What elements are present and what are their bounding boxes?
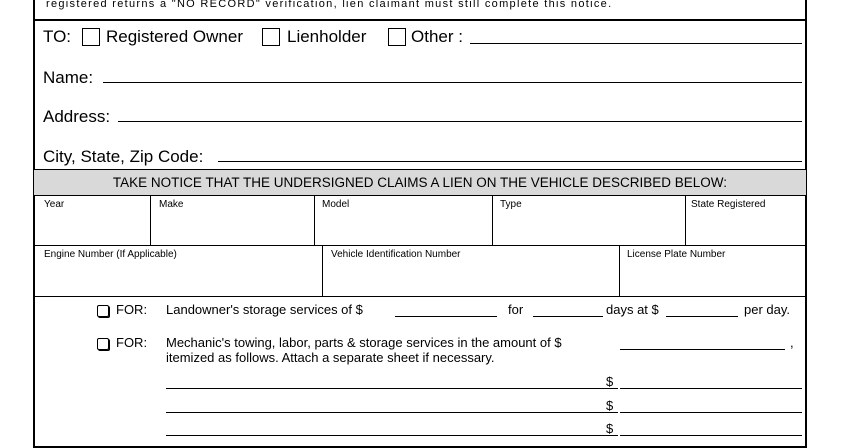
- type-label: Type: [500, 199, 522, 210]
- other-input-line[interactable]: [470, 43, 802, 44]
- cell-divider: [685, 196, 686, 245]
- storage-days-at-text: days at $: [606, 302, 659, 317]
- city-state-zip-input-line[interactable]: [218, 161, 802, 162]
- address-label: Address:: [43, 107, 111, 126]
- city-state-zip-label: City, State, Zip Code:: [43, 147, 204, 166]
- mechanic-comma: ,: [790, 335, 794, 350]
- divider: [33, 19, 807, 21]
- intro-text: registered returns a "NO RECORD" verification, lien claimant must still complete this notice.: [46, 0, 613, 10]
- item-description-line[interactable]: [166, 412, 618, 413]
- cell-divider: [150, 196, 151, 245]
- mechanic-text: Mechanic's towing, labor, parts & storage services in the amount of $: [166, 335, 562, 350]
- dollar-sign: $: [606, 374, 614, 389]
- make-label: Make: [159, 199, 184, 210]
- notice-banner-text: TAKE NOTICE THAT THE UNDERSIGNED CLAIMS A LIEN ON THE VEHICLE DESCRIBED BELOW:: [112, 175, 728, 190]
- name-input-line[interactable]: [103, 82, 802, 83]
- cell-divider: [619, 246, 620, 296]
- other-label: Other :: [411, 27, 463, 46]
- registered-owner-label: Registered Owner: [106, 27, 244, 46]
- name-label: Name:: [43, 68, 94, 87]
- dollar-sign: $: [606, 421, 614, 436]
- engine-number-label: Engine Number (If Applicable): [44, 249, 177, 260]
- mechanic-amount-line[interactable]: [620, 349, 785, 350]
- registered-owner-checkbox[interactable]: [82, 28, 100, 46]
- for-label: FOR:: [116, 302, 148, 317]
- to-label: TO:: [43, 27, 72, 46]
- mechanic-checkbox[interactable]: [97, 338, 109, 350]
- storage-rate-line[interactable]: [666, 316, 738, 317]
- item-amount-line[interactable]: [620, 412, 802, 413]
- address-input-line[interactable]: [118, 121, 802, 122]
- storage-text: Landowner's storage services of $: [166, 302, 363, 317]
- lienholder-checkbox[interactable]: [262, 28, 280, 46]
- state-registered-label: State Registered: [691, 199, 766, 210]
- storage-amount-line[interactable]: [395, 316, 497, 317]
- model-label: Model: [322, 199, 350, 210]
- year-label: Year: [44, 199, 65, 210]
- mechanic-itemized-text: itemized as follows. Attach a separate sheet if necessary.: [166, 350, 495, 365]
- item-description-line[interactable]: [166, 388, 618, 389]
- license-plate-label: License Plate Number: [627, 249, 726, 260]
- storage-per-day-text: per day.: [744, 302, 791, 317]
- cell-divider: [322, 246, 323, 296]
- lienholder-label: Lienholder: [287, 27, 367, 46]
- item-amount-line[interactable]: [620, 388, 802, 389]
- storage-for-text: for: [508, 302, 524, 317]
- storage-days-line[interactable]: [533, 316, 603, 317]
- divider: [33, 296, 807, 297]
- storage-checkbox[interactable]: [97, 305, 109, 317]
- for-label: FOR:: [116, 335, 148, 350]
- divider: [33, 245, 807, 246]
- cell-divider: [492, 196, 493, 245]
- item-description-line[interactable]: [166, 435, 618, 436]
- vin-label: Vehicle Identification Number: [331, 249, 461, 260]
- dollar-sign: $: [606, 398, 614, 413]
- other-checkbox[interactable]: [388, 28, 406, 46]
- item-amount-line[interactable]: [620, 435, 802, 436]
- cell-divider: [314, 196, 315, 245]
